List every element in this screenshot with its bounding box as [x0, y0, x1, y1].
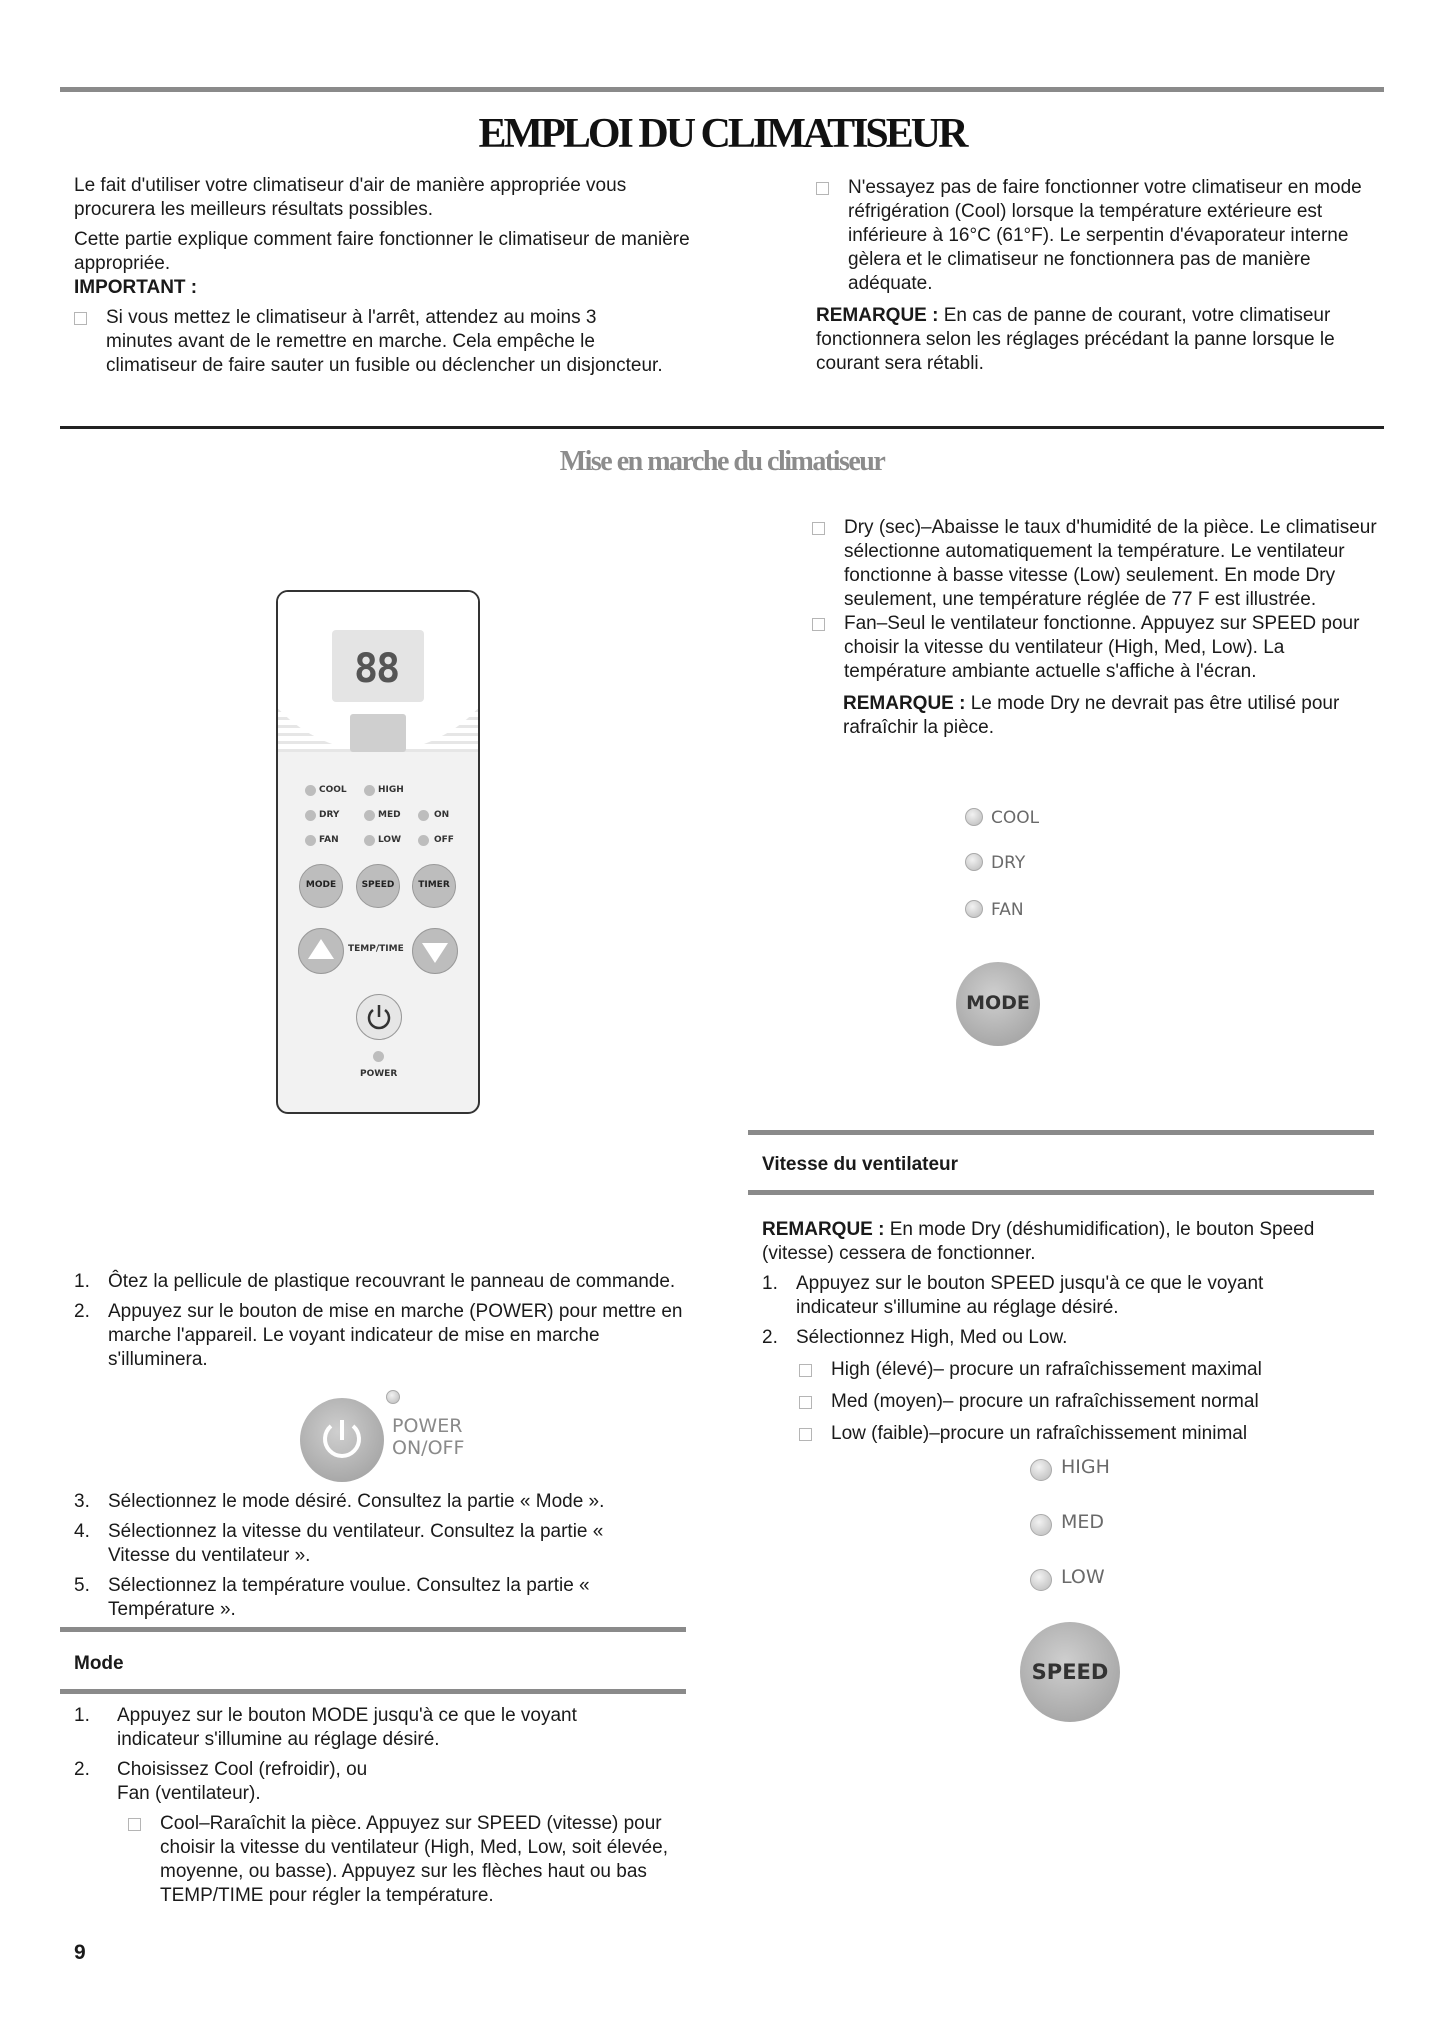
bullet-text: N'essayez pas de faire fonctionner votre climatiseur en mode réfrigération (Cool) lorsque la température extérieure est inférieure à 16°C (61°F). Le serpentin d'évaporateur interne gèlera et le climatiseur ne fonctionnera pas de manière adéquate. — [848, 177, 1362, 294]
step-item — [74, 1574, 694, 1622]
mode-rule-top — [60, 1627, 686, 1632]
mode-option-fan — [812, 612, 1387, 684]
indicator-led-high — [1030, 1459, 1052, 1481]
option-text — [160, 1812, 700, 1908]
arrow-up-icon — [299, 929, 343, 973]
intro-paragraph-2: Cette partie explique comment faire fonctionner le climatiseur de manière appropriée. — [74, 228, 690, 274]
step-number: 2. — [74, 1758, 90, 1780]
intro-bullet-2 — [816, 176, 1386, 296]
option-text: Fan–Seul le ventilateur fonctionne. Appuyez sur SPEED pour choisir la vitesse du ventilateur (High, Med, Low). La température ambiante actuelle s'affiche à l'écran. — [844, 612, 1360, 682]
speed-option-high — [799, 1358, 1362, 1382]
step-number: 5. — [74, 1574, 90, 1596]
step-text: Sélectionnez High, Med ou Low. — [796, 1326, 1068, 1348]
arrow-down-icon — [413, 929, 457, 973]
checkbox-bullet-icon — [816, 182, 829, 195]
mode-rule-bottom — [60, 1689, 686, 1694]
section-title: Mise en marche du climatiseur — [559, 446, 885, 477]
option-text: High (élevé)– procure un rafraîchissement maximal — [831, 1358, 1262, 1380]
speed-step — [762, 1326, 1362, 1350]
checkbox-bullet-icon — [799, 1428, 812, 1441]
mode-option-cool — [128, 1812, 704, 1908]
step-item — [74, 1520, 694, 1568]
note-text: Le mode Dry ne devrait pas être utilisé pour rafraîchir la pièce. — [843, 692, 1340, 738]
note-text: En mode Dry (déshumidification), le bouton Speed (vitesse) cessera de fonctionner. — [762, 1219, 1315, 1264]
mode-button[interactable]: MODE — [299, 864, 343, 908]
step-text: Choisissez Cool (refroidir), ou Fan (ventilateur). — [117, 1758, 368, 1804]
step-text: Appuyez sur le bouton MODE jusqu'à ce que le voyant indicateur s'illumine au réglage désiré. — [117, 1705, 577, 1750]
speed-button[interactable]: SPEED — [356, 864, 400, 908]
checkbox-bullet-icon — [799, 1364, 812, 1377]
cool-label: Cool– — [160, 1812, 210, 1834]
indicator-label-low: LOW — [1061, 1566, 1105, 1588]
mode-step — [74, 1758, 704, 1806]
top-rule — [60, 87, 1384, 92]
led-dry — [305, 810, 316, 821]
note-text: En cas de panne de courant, votre climatiseur fonctionnera selon les réglages précédant la panne lorsque le courant sera rétabli. — [816, 304, 1335, 374]
led-label-on: ON — [434, 810, 450, 820]
checkbox-bullet-icon — [812, 618, 825, 631]
step-item — [74, 1270, 694, 1294]
step-number: 1. — [74, 1705, 90, 1726]
led-on — [418, 810, 429, 821]
indicator-led-fan — [965, 900, 983, 918]
checkbox-bullet-icon — [799, 1396, 812, 1409]
speed-button-image: SPEED — [1020, 1622, 1120, 1722]
step-number: 1. — [74, 1271, 90, 1292]
mode-note — [843, 692, 1388, 740]
mode-button-image: MODE — [956, 962, 1040, 1046]
speed-option-med — [799, 1390, 1362, 1414]
intro-right — [816, 176, 1386, 376]
speed-option-low — [799, 1422, 1362, 1446]
power-icon — [357, 995, 401, 1039]
display-sub-window — [350, 714, 406, 752]
start-steps-a — [74, 1270, 694, 1372]
mode-steps — [74, 1704, 704, 1908]
step-number: 3. — [74, 1491, 90, 1512]
note-label: REMARQUE : — [843, 692, 966, 714]
intro-paragraph-1: Le fait d'utiliser votre climatiseur d'air de manière appropriée vous procurera les meilleurs résultats possibles. — [74, 175, 627, 220]
led-label-fan: FAN — [319, 835, 339, 845]
checkbox-bullet-icon — [812, 522, 825, 535]
power-onoff-label-1: POWER — [392, 1415, 463, 1437]
speed-step — [762, 1272, 1362, 1320]
indicator-led-med — [1030, 1514, 1052, 1536]
bullet-text: Si vous mettez le climatiseur à l'arrêt, attendez au moins 3 minutes avant de le remettre en marche. Cela empêche le climatiseur de faire sauter un fusible ou déclencher un disjoncteur. — [106, 306, 663, 376]
indicator-led-low — [1030, 1569, 1052, 1591]
temp-time-label: TEMP/TIME — [348, 944, 404, 954]
led-label-dry: DRY — [319, 810, 340, 820]
led-label-med: MED — [378, 810, 401, 820]
speed-rule-bottom — [748, 1190, 1374, 1195]
led-high — [364, 785, 375, 796]
option-text: Med (moyen)– procure un rafraîchissement normal — [831, 1390, 1259, 1412]
power-label: POWER — [360, 1069, 398, 1079]
step-number: 1. — [762, 1272, 778, 1294]
power-onoff-label-2: ON/OFF — [392, 1437, 465, 1459]
step-text: Sélectionnez le mode désiré. Consultez la partie « Mode ». — [108, 1491, 605, 1512]
step-number: 4. — [74, 1520, 90, 1542]
checkbox-bullet-icon — [128, 1818, 141, 1831]
power-icon — [300, 1398, 384, 1482]
important-label: IMPORTANT : — [74, 276, 198, 298]
mode-heading: Mode — [74, 1653, 124, 1674]
led-off — [418, 835, 429, 846]
led-med — [364, 810, 375, 821]
led-fan — [305, 835, 316, 846]
intro-bullet-1 — [74, 306, 694, 378]
start-steps-b — [74, 1490, 694, 1622]
indicator-led-dry — [965, 853, 983, 871]
speed-content — [762, 1218, 1362, 1446]
temp-down-button[interactable] — [412, 928, 458, 974]
step-item — [74, 1490, 694, 1514]
power-button[interactable] — [356, 994, 402, 1040]
speed-heading: Vitesse du ventilateur — [762, 1154, 959, 1175]
power-indicator-led — [386, 1390, 400, 1404]
option-text: Low (faible)–procure un rafraîchissement minimal — [831, 1422, 1248, 1444]
page-title: EMPLOI DU CLIMATISEUR — [478, 111, 966, 157]
step-number: 2. — [74, 1300, 90, 1322]
intro-note — [816, 304, 1386, 376]
remote-control-panel — [276, 590, 480, 1114]
step-text: Appuyez sur le bouton de mise en marche (POWER) pour mettre en marche l'appareil. Le voyant indicateur de mise en marche s'illuminera. — [108, 1300, 683, 1370]
segment-display: 88 — [354, 646, 399, 692]
temp-up-button[interactable] — [298, 928, 344, 974]
section-rule — [60, 426, 1384, 429]
led-label-low: LOW — [378, 835, 401, 845]
indicator-label-fan: FAN — [991, 900, 1024, 920]
power-onoff-button-image — [300, 1398, 384, 1482]
indicator-label-dry: DRY — [991, 853, 1026, 873]
led-label-cool: COOL — [319, 785, 347, 795]
note-label: REMARQUE : — [816, 304, 939, 326]
intro-left — [74, 174, 694, 378]
timer-button[interactable]: TIMER — [412, 864, 456, 908]
step-text: Appuyez sur le bouton SPEED jusqu'à ce que le voyant indicateur s'illumine au réglage désiré. — [796, 1272, 1264, 1318]
led-cool — [305, 785, 316, 796]
indicator-label-high: HIGH — [1061, 1456, 1110, 1478]
note-label: REMARQUE : — [762, 1219, 885, 1240]
mode-step — [74, 1704, 704, 1752]
page-number: 9 — [74, 1941, 86, 1964]
step-number: 2. — [762, 1326, 778, 1348]
led-low — [364, 835, 375, 846]
cool-text: Raraîchit la pièce. Appuyez sur SPEED (vitesse) pour choisir la vitesse du ventilateur (High, Med, Low, soit élevée, moyenne, ou basse). Appuyez sur les flèches haut ou bas TEMP/TIME pour régler la température. — [160, 1812, 668, 1906]
option-text: Dry (sec)–Abaisse le taux d'humidité de la pièce. Le climatiseur sélectionne automatiquement la température. Le ventilateur fonctionne à basse vitesse (Low) seulement. En mode Dry seulement, une température réglée de 77 F est illustrée. — [844, 517, 1377, 610]
led-label-off: OFF — [434, 835, 454, 845]
step-text: Ôtez la pellicule de plastique recouvrant le panneau de commande. — [108, 1271, 676, 1292]
indicator-label-med: MED — [1061, 1511, 1105, 1533]
mode-options-right — [812, 516, 1387, 739]
speed-note — [762, 1218, 1322, 1266]
indicator-led-cool — [965, 808, 983, 826]
led-label-high: HIGH — [378, 785, 404, 795]
step-item — [74, 1300, 694, 1372]
indicator-label-cool: COOL — [991, 808, 1040, 828]
step-text: Sélectionnez la vitesse du ventilateur. Consultez la partie « Vitesse du ventilateur ». — [108, 1520, 604, 1566]
power-led — [373, 1051, 384, 1062]
step-text: Sélectionnez la température voulue. Consultez la partie « Température ». — [108, 1574, 590, 1620]
checkbox-bullet-icon — [74, 312, 87, 325]
mode-option-dry — [812, 516, 1387, 612]
speed-rule-top — [748, 1130, 1374, 1135]
